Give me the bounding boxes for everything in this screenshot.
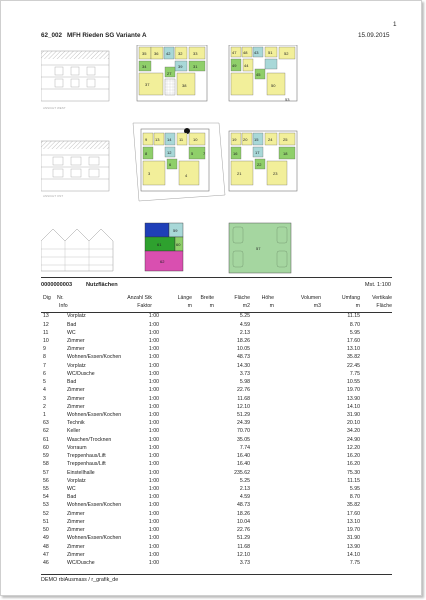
row-number: 10 (43, 338, 49, 345)
room-label: 37 (145, 82, 150, 87)
row-flaeche: 48.73 (237, 354, 250, 361)
room-label: 22 (257, 162, 262, 167)
header-dig: Dig (43, 295, 51, 301)
header-info: Info (59, 303, 68, 310)
row-number: 49 (43, 535, 49, 542)
room-label: 31 (193, 64, 198, 69)
row-anzahl: 1:00 (148, 379, 159, 386)
room-label: 18 (283, 151, 288, 156)
table-row (41, 379, 392, 387)
row-number: 11 (43, 329, 49, 336)
table-row (41, 387, 392, 395)
plans-svg (41, 45, 387, 275)
room-label: 32 (178, 51, 183, 56)
table-row (41, 420, 392, 428)
row-number: 13 (43, 313, 49, 320)
room-label: 48 (243, 50, 248, 55)
row-number: 8 (43, 354, 46, 361)
row-flaeche: 10.05 (237, 346, 250, 353)
row-flaeche: 51.29 (237, 412, 250, 418)
room-label: 43 (254, 50, 259, 55)
row-info: Bad (67, 379, 77, 386)
row-umfang: 20.10 (347, 420, 360, 427)
header-unit-hoehe: m (269, 303, 274, 310)
row-number: 9 (43, 346, 46, 353)
header-unit-laenge: m (187, 303, 192, 310)
room-label: 35 (142, 51, 147, 56)
row-anzahl: 1:00 (148, 329, 159, 336)
section-name: Nutzflächen (86, 282, 118, 288)
room-label: 59 (173, 228, 178, 233)
table-row (41, 404, 392, 412)
room-label: 44 (244, 63, 249, 68)
row-info: Vorplatz (67, 362, 86, 369)
room-label: 4 (185, 173, 188, 178)
header-volumen: Volumen (300, 295, 321, 301)
row-number: 54 (43, 494, 49, 501)
room-label: 17 (255, 150, 260, 155)
room-label: 49 (232, 63, 237, 68)
row-umfang: 31.90 (347, 412, 360, 418)
row-number: 59 (43, 453, 49, 460)
row-umfang: 17.60 (347, 338, 360, 345)
print-date: 15.09.2015 (358, 32, 390, 39)
row-umfang: 14.10 (347, 551, 360, 558)
row-number: 6 (43, 370, 46, 377)
room-label: 39 (178, 64, 183, 69)
table-row (41, 502, 392, 510)
row-flaeche: 7.74 (239, 444, 250, 451)
row-info: Vorraum (67, 444, 87, 451)
row-flaeche: 5.25 (239, 477, 250, 484)
table-row (41, 396, 392, 404)
header-breite: Breite (200, 295, 214, 301)
row-umfang: 22.45 (347, 362, 360, 369)
room-label: 19 (232, 137, 237, 142)
row-info: Treppenhaus/Lift (67, 453, 106, 460)
row-number: 48 (43, 543, 49, 550)
header-umfang: Umfang (341, 295, 360, 301)
row-umfang: 5.95 (349, 329, 360, 336)
room-label: 33 (193, 51, 198, 56)
row-number: 1 (43, 412, 46, 418)
row-anzahl: 1:00 (148, 346, 159, 353)
table-row (41, 412, 392, 420)
plan-drawings (41, 45, 387, 275)
header-faktor: Faktor (137, 303, 152, 310)
row-flaeche: 16.40 (237, 461, 250, 468)
elevation-west (41, 51, 109, 110)
row-anzahl: 1:00 (148, 469, 159, 476)
row-number: 63 (43, 420, 49, 427)
header-unit-vertikale: Fläche (376, 303, 392, 310)
row-flaeche: 4.59 (239, 494, 250, 501)
plan-basement (145, 223, 183, 271)
table-row (41, 371, 392, 379)
row-number: 56 (43, 477, 49, 484)
row-flaeche: 5.25 (239, 313, 250, 320)
row-info: Bad (67, 321, 77, 328)
table-row (41, 338, 392, 346)
room-label: 53 (285, 97, 290, 102)
row-info: WC/Dusche (67, 559, 95, 566)
row-umfang: 16.20 (347, 461, 360, 468)
row-info: Vorplatz (67, 477, 86, 484)
row-number: 58 (43, 461, 49, 468)
row-info: Waschen/Trocknen (67, 436, 112, 443)
row-flaeche: 10.04 (237, 518, 250, 525)
table-row (41, 470, 392, 478)
row-flaeche: 3.73 (239, 559, 250, 566)
table-row (41, 527, 392, 535)
row-info: Zimmer (67, 551, 85, 558)
row-anzahl: 1:00 (148, 527, 159, 534)
section-rule (41, 277, 392, 278)
room-label: 20 (243, 137, 248, 142)
table-header-row-1 (41, 295, 392, 303)
row-info: Zimmer (67, 387, 85, 394)
room-label: 38 (182, 83, 187, 88)
room-label: 7 (203, 151, 206, 156)
header-unit-volumen: m3 (313, 303, 321, 310)
room-label: 24 (268, 137, 273, 142)
row-number: 46 (43, 559, 49, 566)
table-row (41, 313, 392, 321)
table-row (41, 354, 392, 362)
row-anzahl: 1:00 (148, 321, 159, 328)
room-label: 61 (157, 242, 162, 247)
row-flaeche: 16.40 (237, 453, 250, 460)
row-info: Wohnen/Essen/Kochen (67, 502, 122, 509)
room-label: 21 (237, 171, 242, 176)
row-flaeche: 3.73 (239, 370, 250, 377)
header-nr: Nr. (57, 295, 64, 301)
row-number: 53 (43, 502, 49, 509)
room-label: 16 (233, 151, 238, 156)
row-number: 60 (43, 444, 49, 451)
plan-upper-left (137, 45, 207, 101)
row-flaeche: 14.30 (237, 362, 250, 369)
row-umfang: 13.10 (347, 346, 360, 353)
row-info: Keller (67, 428, 81, 435)
row-umfang: 14.10 (347, 403, 360, 410)
row-flaeche: 22.76 (237, 527, 250, 534)
row-anzahl: 1:00 (148, 494, 159, 501)
room-label: 34 (142, 64, 147, 69)
row-flaeche: 35.05 (237, 436, 250, 443)
page-number: 1 (393, 21, 397, 28)
row-umfang: 11.15 (347, 477, 360, 484)
row-umfang: 75.30 (347, 469, 360, 476)
room-label: 14 (167, 137, 172, 142)
row-umfang: 24.90 (347, 436, 360, 443)
elevation-gable (41, 229, 113, 271)
plan-upper-right (229, 45, 297, 102)
room-label: 42 (166, 51, 171, 56)
room-label: 45 (256, 72, 261, 77)
footer-text: DEMO rbiAusmass / r_grafik_de (41, 577, 119, 583)
row-anzahl: 1:00 (148, 502, 159, 509)
row-flaeche: 24.39 (237, 420, 250, 427)
row-info: Wohnen/Essen/Kochen (67, 535, 122, 542)
row-info: Wohnen/Essen/Kochen (67, 412, 122, 418)
row-anzahl: 1:00 (148, 428, 159, 435)
room-label: 8 (145, 151, 148, 156)
table-body (41, 313, 392, 568)
row-number: 61 (43, 436, 49, 443)
row-info: Technik (67, 420, 85, 427)
plan-ground-left (133, 123, 225, 201)
room-label: 10 (193, 137, 198, 142)
room-label: 5 (191, 151, 194, 156)
room-label: 52 (284, 51, 289, 56)
row-flaeche: 12.10 (237, 551, 250, 558)
room-label: 57 (256, 246, 261, 251)
row-info: Zimmer (67, 346, 85, 353)
row-anzahl: 1:00 (148, 420, 159, 427)
row-anzahl: 1:00 (148, 551, 159, 558)
room-label: 25 (283, 137, 288, 142)
plan-garage (229, 223, 291, 273)
table-row (41, 461, 392, 469)
row-anzahl: 1:00 (148, 444, 159, 451)
plan-first-right (229, 131, 297, 191)
row-anzahl: 1:00 (148, 395, 159, 402)
room-label: 9 (145, 137, 148, 142)
row-anzahl: 1:00 (148, 485, 159, 492)
row-flaeche: 4.59 (239, 321, 250, 328)
row-umfang: 17.60 (347, 510, 360, 517)
row-anzahl: 1:00 (148, 387, 159, 394)
table-row (41, 346, 392, 354)
room-label: 11 (179, 137, 184, 142)
table-row (41, 519, 392, 527)
row-anzahl: 1:00 (148, 362, 159, 369)
row-info: WC/Dusche (67, 370, 95, 377)
row-info: Zimmer (67, 395, 85, 402)
header-anzahl: Anzahl Stk (127, 295, 152, 301)
row-anzahl: 1:00 (148, 559, 159, 566)
row-umfang: 8.70 (349, 321, 360, 328)
table-row (41, 322, 392, 330)
table-row (41, 437, 392, 445)
row-umfang: 13.10 (347, 518, 360, 525)
row-number: 7 (43, 362, 46, 369)
row-anzahl: 1:00 (148, 518, 159, 525)
row-number: 2 (43, 403, 46, 410)
row-anzahl: 1:00 (148, 543, 159, 550)
row-anzahl: 1:00 (148, 453, 159, 460)
row-flaeche: 48.73 (237, 502, 250, 509)
row-umfang: 5.95 (349, 485, 360, 492)
table-row (41, 494, 392, 502)
row-info: WC (67, 485, 76, 492)
room-label: 27 (167, 71, 172, 76)
row-flaeche: 18.26 (237, 510, 250, 517)
table-row (41, 552, 392, 560)
row-anzahl: 1:00 (148, 354, 159, 361)
table-row (41, 535, 392, 543)
table-row (41, 486, 392, 494)
table-row (41, 330, 392, 338)
row-umfang: 31.90 (347, 535, 360, 542)
row-umfang: 35.82 (347, 502, 360, 509)
room-label: 23 (273, 171, 278, 176)
row-umfang: 12.20 (347, 444, 360, 451)
row-umfang: 13.90 (347, 395, 360, 402)
room-label: 47 (232, 50, 237, 55)
row-umfang: 7.75 (349, 559, 360, 566)
row-anzahl: 1:00 (148, 461, 159, 468)
row-info: Bad (67, 494, 77, 501)
row-anzahl: 1:00 (148, 370, 159, 377)
row-flaeche: 11.68 (237, 543, 250, 550)
row-info: Zimmer (67, 338, 85, 345)
header-unit-flaeche: m2 (242, 303, 250, 310)
row-info: Zimmer (67, 403, 85, 410)
row-number: 55 (43, 485, 49, 492)
row-info: Treppenhaus/Lift (67, 461, 106, 468)
row-flaeche: 2.13 (239, 485, 250, 492)
row-info: WC (67, 329, 76, 336)
header-unit-breite: m (209, 303, 214, 310)
row-umfang: 34.20 (347, 428, 360, 435)
header-laenge: Länge (177, 295, 192, 301)
room-label: 6 (169, 162, 172, 167)
table-row (41, 478, 392, 486)
row-anzahl: 1:00 (148, 510, 159, 517)
row-umfang: 8.70 (349, 494, 360, 501)
room-label: 51 (268, 50, 273, 55)
room-label: 50 (271, 83, 276, 88)
row-umfang: 19.70 (347, 527, 360, 534)
row-number: 50 (43, 527, 49, 534)
project-title: MFH Rieden SG Variante A (67, 32, 147, 39)
row-umfang: 16.20 (347, 453, 360, 460)
header-flaeche: Fläche (234, 295, 250, 301)
room-label: 62 (160, 259, 165, 264)
table-row (41, 560, 392, 568)
row-anzahl: 1:00 (148, 535, 159, 542)
row-info: Zimmer (67, 527, 85, 534)
row-umfang: 11.15 (347, 313, 360, 320)
row-anzahl: 1:00 (148, 403, 159, 410)
row-umfang: 7.75 (349, 370, 360, 377)
table-row (41, 511, 392, 519)
row-info: Wohnen/Essen/Kochen (67, 354, 122, 361)
row-umfang: 19.70 (347, 387, 360, 394)
row-flaeche: 22.76 (237, 387, 250, 394)
row-anzahl: 1:00 (148, 313, 159, 320)
footer-rule (41, 574, 392, 575)
row-info: Zimmer (67, 518, 85, 525)
elevation-label: ANSICHT WEST (43, 106, 66, 110)
header-unit-umfang: m (355, 303, 360, 310)
row-number: 12 (43, 321, 49, 328)
row-umfang: 10.55 (347, 379, 360, 386)
section-id: 0000000003 (41, 282, 73, 288)
area-table (41, 295, 392, 568)
row-umfang: 35.82 (347, 354, 360, 361)
row-number: 5 (43, 379, 46, 386)
row-number: 47 (43, 551, 49, 558)
table-row (41, 445, 392, 453)
project-code: 62_002 (41, 32, 63, 39)
row-info: Einstellhalle (67, 469, 95, 476)
row-anzahl: 1:00 (148, 412, 159, 418)
row-flaeche: 18.26 (237, 338, 250, 345)
row-anzahl: 1:00 (148, 338, 159, 345)
row-flaeche: 235.62 (234, 469, 250, 476)
row-number: 51 (43, 518, 49, 525)
row-flaeche: 12.10 (237, 403, 250, 410)
row-number: 4 (43, 387, 46, 394)
table-row (41, 363, 392, 371)
row-flaeche: 5.98 (239, 379, 250, 386)
row-info: Zimmer (67, 510, 85, 517)
room-label: 36 (154, 51, 159, 56)
scale-label: Mst. 1:100 (364, 282, 391, 288)
room-label: 3 (148, 171, 151, 176)
table-header-row-2 (41, 303, 392, 311)
header-hoehe: Höhe (261, 295, 274, 301)
elevation-east (41, 141, 109, 198)
row-umfang: 13.90 (347, 543, 360, 550)
room-label: 13 (155, 137, 160, 142)
row-info: Vorplatz (67, 313, 86, 320)
room-label: 15 (254, 137, 259, 142)
table-row (41, 453, 392, 461)
header-vertikale: Vertikale (372, 295, 392, 301)
room-label: 60 (176, 242, 181, 247)
row-flaeche: 2.13 (239, 329, 250, 336)
row-flaeche: 70.70 (237, 428, 250, 435)
row-flaeche: 51.29 (237, 535, 250, 542)
room-label: 12 (167, 150, 172, 155)
row-number: 52 (43, 510, 49, 517)
row-anzahl: 1:00 (148, 436, 159, 443)
row-flaeche: 11.68 (237, 395, 250, 402)
row-number: 62 (43, 428, 49, 435)
row-anzahl: 1:00 (148, 477, 159, 484)
row-number: 57 (43, 469, 49, 476)
row-number: 3 (43, 395, 46, 402)
table-row (41, 544, 392, 552)
row-info: Zimmer (67, 543, 85, 550)
table-row (41, 428, 392, 436)
elevation-label: ANSICHT OST (43, 194, 64, 198)
